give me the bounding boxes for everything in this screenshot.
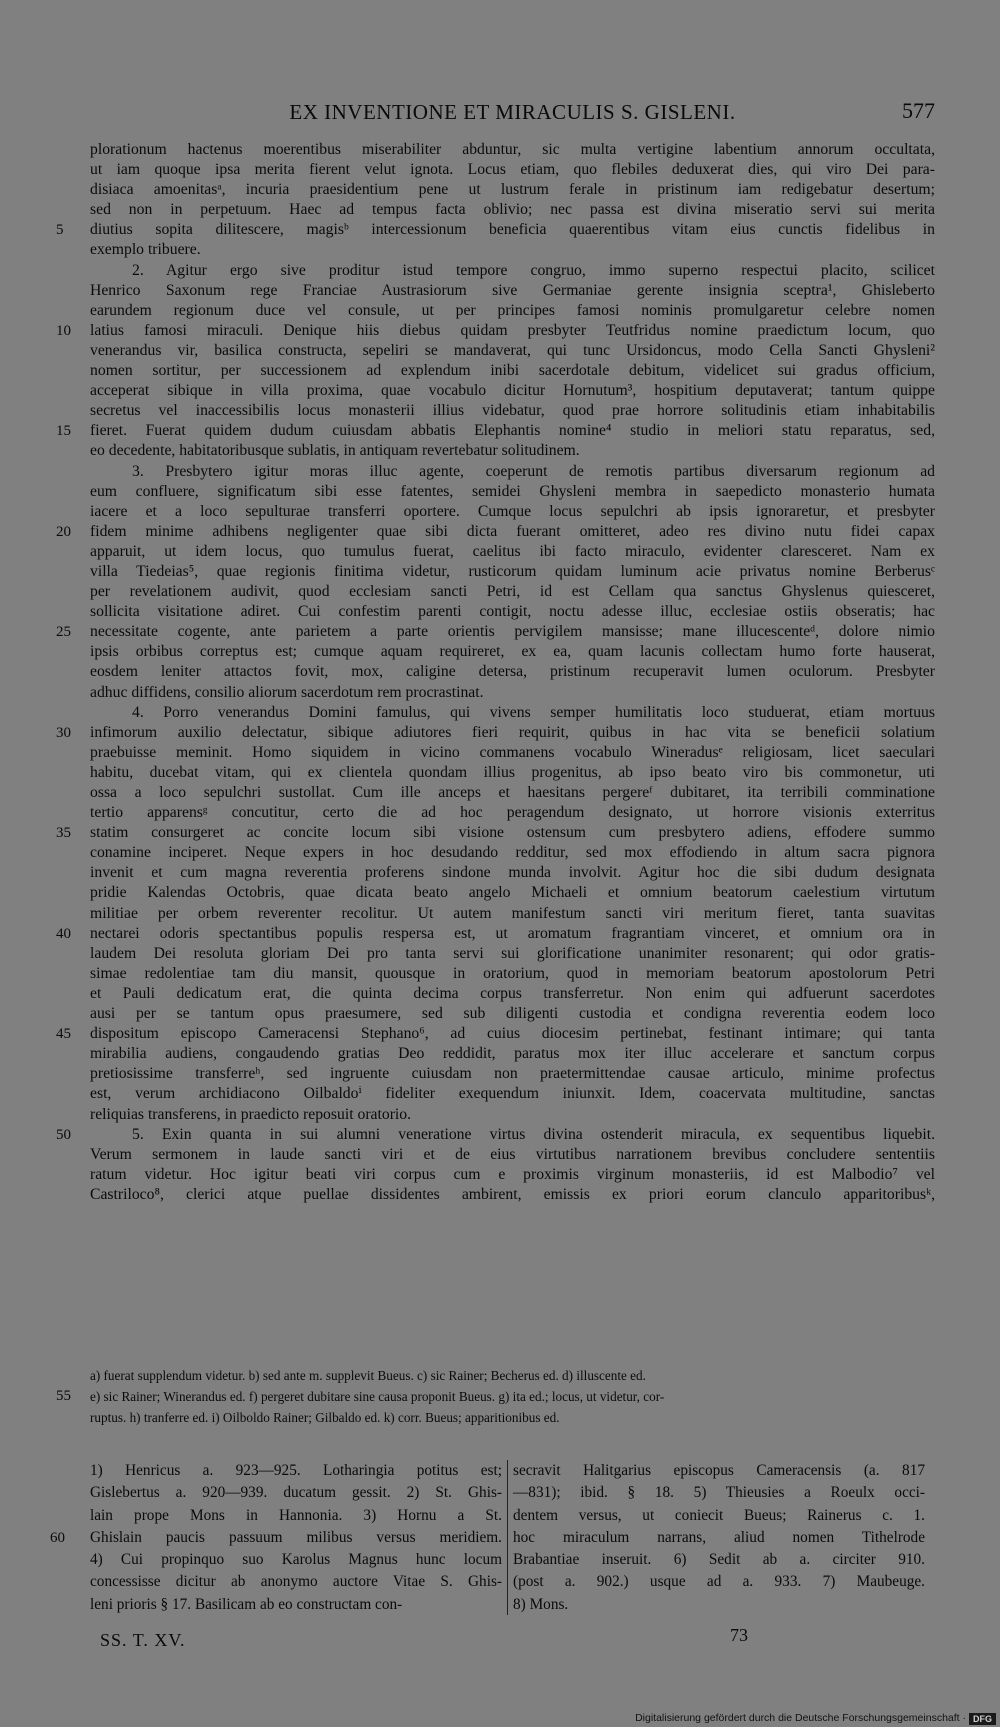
footnote-text: Brabantiae inseruit. 6) Sedit ab a. circiter 910. <box>513 1551 925 1569</box>
body-text: dispositum episcopo Cameracensi Stephano⁶, ad cuius diocesim pertinebat, festinant intimare; qui tanta <box>90 1025 935 1043</box>
body-text: 4. Porro venerandus Domini famulus, qui vivens semper humilitatis loco studuerat, etiam mortuus <box>132 703 935 721</box>
body-line <box>50 984 940 1004</box>
page-number: 577 <box>902 98 935 123</box>
footnotes-left-column <box>50 1460 502 1616</box>
body-line <box>50 381 940 401</box>
body-line <box>50 361 940 381</box>
body-line <box>50 863 940 883</box>
line-number: 35 <box>56 825 71 842</box>
body-text: latius famosi miraculi. Denique hiis diebus quidam presbyter Teutfridus nomine praedictum locum, quo <box>90 321 935 339</box>
body-text: venerandus vir, basilica constructa, sepeliri se mandaverat, qui tunc Ursidoncus, modo Cella Sancti Ghysleni² <box>90 341 935 359</box>
body-line <box>50 763 940 783</box>
body-text: nomen sortitur, per successionem ad explendum inibi sacerdotale debitum, videlicet sui gradus officium, <box>90 362 935 380</box>
body-line <box>50 662 940 682</box>
body-line <box>50 240 940 260</box>
body-line <box>50 200 940 220</box>
body-line <box>50 441 940 461</box>
body-line <box>50 743 940 763</box>
body-line <box>50 1024 940 1044</box>
footnote-line <box>90 1549 502 1571</box>
body-text: per revelationem audivit, quod ecclesiam sancti Petri, id est Cellam qua sanctus Ghyslenus quiesceret, <box>90 583 935 601</box>
body-text: plorationum hactenus moerentibus miserabiliter abduntur, sic multa vertigine labentium annorum occultata, <box>90 141 935 158</box>
body-text: invenit et cum magna reverentia proferens sindone munda involvit. Agitur hoc die sibi dudum designata <box>90 864 935 882</box>
body-line <box>50 462 940 482</box>
footnote-line <box>513 1505 925 1527</box>
body-text: earundem regionum duce vel consule, ut per principes famosi nominis promulgaretur celebre nomen <box>90 301 935 319</box>
body-text: fieret. Fuerat quidem dudum cuiusdam abbatis Elephantis nomine⁴ studio in meliori statu reparatus, sed, <box>90 422 935 440</box>
body-line <box>50 542 940 562</box>
body-line <box>50 924 940 944</box>
body-line <box>50 683 940 703</box>
line-number: 55 <box>56 1388 71 1404</box>
body-text: reliquias transferens, in praedicto reposuit oratorio. <box>90 1105 412 1123</box>
body-line <box>50 180 940 200</box>
footnotes-right-column <box>513 1460 925 1616</box>
body-line <box>50 1145 940 1165</box>
credit-text: Digitalisierung gefördert durch die Deutsche Forschungsgemeinschaft · <box>635 1712 966 1724</box>
footnote-text: leni prioris § 17. Basilicam ab eo constructam con- <box>90 1595 403 1613</box>
footnote-line <box>90 1505 502 1527</box>
footnotes <box>50 1460 935 1635</box>
footnote-text: dentem versus, ut coniecit Bueus; Rainerus c. 1. <box>513 1506 925 1524</box>
main-text <box>50 140 940 1205</box>
body-text: diutius sopita dilitescere, magisᵇ intercessionum beneficia quaerentibus vitam eius cunctis fidelibus in <box>90 221 935 239</box>
body-text: apparuit, ut idem locus, quo tumulus fuerat, caelitus ibi facto miraculo, evidenter claresceret. Nam ex <box>90 542 935 560</box>
footnote-text: 8) Mons. <box>513 1595 569 1613</box>
line-number: 30 <box>56 724 71 741</box>
body-line <box>50 944 940 964</box>
line-number: 15 <box>56 423 71 440</box>
body-text: fidem minime adhibens negligenter quae sibi dicta fuerant omitteret, adeo res divino nutu fidei capax <box>90 522 935 540</box>
note-text: ruptus. h) tranferre ed. i) Oilboldo Rainer; Gilbaldo ed. k) corr. Bueus; apparitionibus ed. <box>90 1410 560 1425</box>
signature-mark: SS. T. XV. <box>100 1630 186 1650</box>
body-line <box>50 642 940 662</box>
line-number: 25 <box>56 624 71 641</box>
body-text: tertio apparensᵍ concutitur, certo die ad hoc peragendum designato, ut horrore visionis exterritus <box>90 804 935 822</box>
body-text: ut iam quoque ipsa merita fierent velut ignota. Locus etiam, quo flebiles deduxerat dies, qui viro Dei para- <box>90 161 935 179</box>
body-text: ipsis orbibus correptus est; cumque aquam requireret, ex ea, quam lacunis collectam humo forte hauserat, <box>90 643 935 661</box>
footnote-text: concessisse dicitur ab anonymo auctore Vitae S. Ghis- <box>90 1573 502 1591</box>
line-number: 5 <box>56 222 64 239</box>
body-line <box>50 502 940 522</box>
body-line <box>50 160 940 180</box>
body-line <box>50 301 940 321</box>
body-line <box>50 1185 940 1205</box>
footnote-line <box>513 1549 925 1571</box>
footnote-line <box>513 1482 925 1504</box>
column-divider <box>507 1460 508 1615</box>
body-line <box>50 1165 940 1185</box>
body-line <box>50 783 940 803</box>
body-text: ratum videtur. Hoc igitur beati viri corpus cum e proximis virginum monasteriis, id est Malbodio⁷ vel <box>90 1165 935 1183</box>
sheet-number: 73 <box>730 1625 748 1645</box>
body-text: disiaca amoenitasᵃ, incuria praesidentium pene ut lustrum ferale in pristinum iam redigebatur desertum; <box>90 181 935 199</box>
footnote-text: 1) Henricus a. 923—925. Lotharingia potitus est; <box>90 1462 502 1479</box>
body-line <box>50 1044 940 1064</box>
body-text: 2. Agitur ergo sive proditur istud tempore congruo, immo superno respectui placito, scilicet <box>132 261 935 279</box>
body-line <box>50 562 940 582</box>
body-line <box>50 582 940 602</box>
body-line <box>50 1004 940 1024</box>
body-line <box>50 482 940 502</box>
footnote-text: secravit Halitgarius episcopus Cameracensis (a. 817 <box>513 1462 925 1479</box>
body-text: laudem Dei resoluta gloriam Dei pro tanta servi sui glorificatione unanimiter resonarent; qui odor gratis- <box>90 944 935 962</box>
footnote-text: hoc miraculum narrans, aliud nomen Tithelrode <box>513 1528 925 1546</box>
body-line <box>50 803 940 823</box>
body-line <box>50 321 940 341</box>
body-text: iacere et a loco sepulturae transferri oportere. Cumque locus sepulchri ab ipsis ignoraretur, et presbyter <box>90 502 935 520</box>
footnote-text: Ghislain paucis passuum milibus versus meridiem. <box>90 1528 502 1546</box>
body-line <box>50 723 940 743</box>
footnote-line <box>90 1571 502 1593</box>
body-text: secretus vel inaccessibilis locus monasterii illius videbatur, quod prae horrore solitudinis etiam inhabitabilis <box>90 402 935 420</box>
line-number: 20 <box>56 523 71 540</box>
footnote-text: Gislebertus a. 920—939. ducatum gessit. 2) St. Ghis- <box>90 1484 502 1502</box>
body-text: 5. Exin quanta in sui alumni veneratione virtus divina ostenderit miracula, ex sequentibus liquebit. <box>132 1125 935 1143</box>
body-text: sed non in perpetuum. Haec ad tempus facta oblivio; nec passa est divina miseratio servi sui merita <box>90 201 935 219</box>
footnote-line <box>90 1482 502 1504</box>
body-text: Castriloco⁸, clerici atque puellae dissidentes ambirent, emissis ex priori eorum clanculo apparitoribusᵏ, <box>90 1185 935 1203</box>
body-text: necessitate cogente, ante parietem a parte orientis pervigilem mansisse; mane illucescenteᵈ, dolore nimio <box>90 623 935 641</box>
footnote-text: lain prope Mons in Hannonia. 3) Hornu a St. <box>90 1506 502 1524</box>
body-text: simae redolentiae tam diu mansit, quousque in oratorium, quod in memoriam beatorum apostolorum Petri <box>90 964 935 982</box>
body-line <box>50 843 940 863</box>
body-text: exemplo tribuere. <box>90 241 201 259</box>
body-text: pretiosissime transferreʰ, sed ingruente cuiusdam non praetermittendae causae articulo, minime profectus <box>90 1065 935 1083</box>
body-text: infimorum auxilio delectatur, sibique adiutores fieri requirit, quibus in hac vita se beneficii solatium <box>90 723 935 741</box>
line-number: 10 <box>56 322 71 339</box>
body-text: adhuc diffidens, consilio aliorum sacerdotum rem procrastinat. <box>90 683 484 701</box>
body-text: Verum sermonem in laude sancti viri et de eius virtutibus narrationem brevibus concludere sententiis <box>90 1145 935 1163</box>
footnote-line <box>50 1527 502 1549</box>
note-line <box>50 1407 940 1428</box>
note-line <box>50 1386 940 1407</box>
body-text: militiae per orbem reverenter recolitur. Ut autem manifestum sancti viri meritum fieret, tanta suavitas <box>90 904 935 922</box>
body-line <box>50 522 940 542</box>
body-line <box>50 964 940 984</box>
note-line <box>50 1365 940 1386</box>
body-line <box>50 281 940 301</box>
body-text: villa Tiedeias⁵, quae regionis finitima videtur, rusticorum quidam luminum acie privatus nomine Berberusᶜ <box>90 562 935 580</box>
body-text: ausi per se tantum opus praesumere, sed sub diligenti custodia et condigna reverentia eodem loco <box>90 1005 935 1023</box>
body-line <box>50 1105 940 1125</box>
body-text: habitu, ducebat vitam, qui ex clientela quondam illius progenitus, ab ipso beato viro bis commonetur, uti <box>90 763 935 781</box>
body-line <box>50 703 940 723</box>
body-text: Henrico Saxonum rege Franciae Austrasiorum sive Germaniae gerente insignia sceptra¹, Ghisleberto <box>90 281 935 299</box>
footnote-text: (post a. 902.) usque ad a. 933. 7) Maubeuge. <box>513 1573 925 1591</box>
digitization-credit <box>0 1712 1000 1727</box>
body-line <box>50 602 940 622</box>
footnote-line <box>513 1571 925 1593</box>
body-line <box>50 823 940 843</box>
note-text: a) fuerat supplendum videtur. b) sed ante m. supplevit Bueus. c) sic Rainer; Becherus ed. d) illuscente ed. <box>90 1368 646 1383</box>
dfg-logo: DFG <box>969 1713 996 1725</box>
footnote-line <box>513 1594 925 1616</box>
body-line <box>50 883 940 903</box>
body-text: eum confluere, significatum sibi esse fatentes, semidei Ghysleni membra in saepedicto monasterio humata <box>90 482 935 500</box>
page-title: EX INVENTIONE ET MIRACULIS S. GISLENI. <box>289 100 736 124</box>
line-number: 45 <box>56 1026 71 1043</box>
body-text: mirabilia audiens, congaudendo gratias Deo reddidit, paratus mox iter illuc accelerare et sanctum corpus <box>90 1045 935 1063</box>
body-text: est, verum archidiacono Oilbaldoⁱ fideliter exequendum iniunxit. Idem, coacervata multitudine, sanctas <box>90 1085 935 1103</box>
body-text: eosdem leniter attactos fovit, mox, caligine detersa, pristinum recuperavit lumen oculorum. Presbyter <box>90 663 935 681</box>
body-text: acceperat sibique in villa proxima, quae vocabulo dicitur Hornutum³, hospitium deputaverat; tantum quippe <box>90 382 935 400</box>
running-header <box>90 98 935 128</box>
body-line <box>50 1064 940 1084</box>
body-text: eo decedente, habitatoribusque sublatis, in antiquam revertebatur solitudinem. <box>90 442 580 460</box>
body-text: 3. Presbytero igitur moras illuc agente, coeperunt de remotis partibus diversarum regionum ad <box>132 462 935 480</box>
body-line <box>50 421 940 441</box>
body-text: sollicita visitatione adiret. Cui confestim parenti contigit, noctu adesse illuc, ecclesiae ostiis obseratis; hac <box>90 603 935 621</box>
body-line <box>50 622 940 642</box>
line-number: 60 <box>50 1529 65 1546</box>
body-line <box>50 261 940 281</box>
body-line <box>50 341 940 361</box>
footnote-line <box>90 1594 502 1616</box>
note-text: e) sic Rainer; Winerandus ed. f) pergeret dubitare sine causa proponit Bueus. g) ita ed.; locus, ut videtur, cor- <box>90 1389 665 1404</box>
line-number: 50 <box>56 1126 71 1143</box>
body-line <box>50 220 940 240</box>
body-line <box>50 904 940 924</box>
footnote-text: 4) Cui propinquo suo Karolus Magnus hunc locum <box>90 1551 502 1569</box>
footnote-line <box>90 1460 502 1482</box>
footnote-line <box>513 1527 925 1549</box>
body-text: conamine inciperet. Neque expers in hoc desudando redditur, sed mox effodiendo in altum sacra pignora <box>90 844 935 862</box>
critical-apparatus <box>50 1365 940 1428</box>
body-line <box>50 1084 940 1104</box>
body-line <box>50 140 940 160</box>
body-text: nectarei odoris spectantibus populis respersa est, ut aromatum fragrantiam vinceret, et omnium ora in <box>90 924 935 942</box>
footnote-line <box>513 1460 925 1482</box>
line-number: 40 <box>56 925 71 942</box>
body-text: et Pauli dedicatum erat, die quinta decima corpus transferretur. Non enim qui adfuerunt sacerdotes <box>90 984 935 1002</box>
footnote-text: —831); ibid. § 18. 5) Thieusies a Roeulx occi- <box>513 1484 925 1502</box>
body-text: praebuisse meminit. Homo siquidem in vicino commanens vocabulo Wineradusᵉ religiosam, licet saeculari <box>90 743 935 761</box>
body-line <box>50 1125 940 1145</box>
body-line <box>50 401 940 421</box>
body-text: statim consurgeret ac concite locum sibi visione ostensum cum presbytero adiens, effodere summo <box>90 824 935 842</box>
body-text: ossa a loco sepulchri sustollat. Cum ille anceps et haesitans pergereᶠ dubitaret, ita terribili comminatione <box>90 784 935 801</box>
body-text: pridie Kalendas Octobris, quae dicata beato angelo Michaeli et omnium beatorum caelestium virtutum <box>90 884 935 902</box>
